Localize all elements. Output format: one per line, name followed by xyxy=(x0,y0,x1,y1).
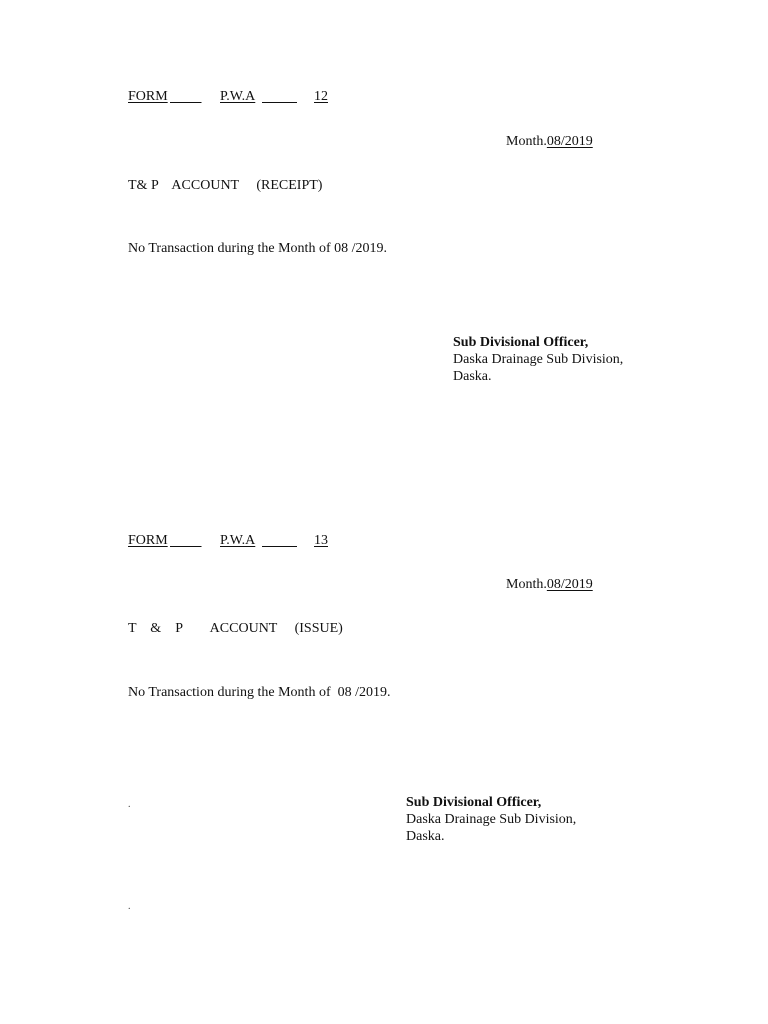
form-12-month xyxy=(499,118,593,150)
stray-dot-1: . xyxy=(128,799,131,810)
form-13-signatory-place: Daska. xyxy=(406,829,445,844)
form-13-signatory-office: Daska Drainage Sub Division, xyxy=(406,812,577,827)
form-13-form-label: FORM xyxy=(128,533,168,548)
form-12-form-code: P.W.A xyxy=(220,89,256,104)
form-13-month xyxy=(499,561,593,593)
form-12-signatory-place: Daska. xyxy=(453,369,492,384)
stray-dot-2: . xyxy=(128,901,131,912)
form-13-form-number: 13 xyxy=(314,533,328,548)
form-13-month-label: Month. xyxy=(506,577,547,592)
form-13-account-title: T & P ACCOUNT (ISSUE) xyxy=(128,621,343,636)
form-12-signatory-title: Sub Divisional Officer, xyxy=(453,335,589,350)
form-13-underline-gap-2 xyxy=(262,533,297,549)
form-12-signatory-office: Daska Drainage Sub Division, xyxy=(453,352,624,367)
form-13-form-code: P.W.A xyxy=(220,533,256,548)
form-12-month-value: 08/2019 xyxy=(546,134,593,149)
form-13-signatory-title: Sub Divisional Officer, xyxy=(406,795,542,810)
form-12-account-title: T& P ACCOUNT (RECEIPT) xyxy=(128,178,323,193)
form-12-transaction-note: No Transaction during the Month of 08 /2019. xyxy=(128,241,387,256)
form-13-transaction-note: No Transaction during the Month of 08 /2019. xyxy=(128,685,391,700)
form-12-month-label: Month. xyxy=(506,134,547,149)
form-12-form-label: FORM xyxy=(128,89,168,104)
form-12-underline-gap-2 xyxy=(262,89,297,105)
form-12-form-number: 12 xyxy=(314,89,328,104)
form-13-underline-gap-1 xyxy=(170,533,202,549)
form-12-underline-gap-1 xyxy=(170,89,202,105)
form-13-month-value: 08/2019 xyxy=(546,577,593,592)
